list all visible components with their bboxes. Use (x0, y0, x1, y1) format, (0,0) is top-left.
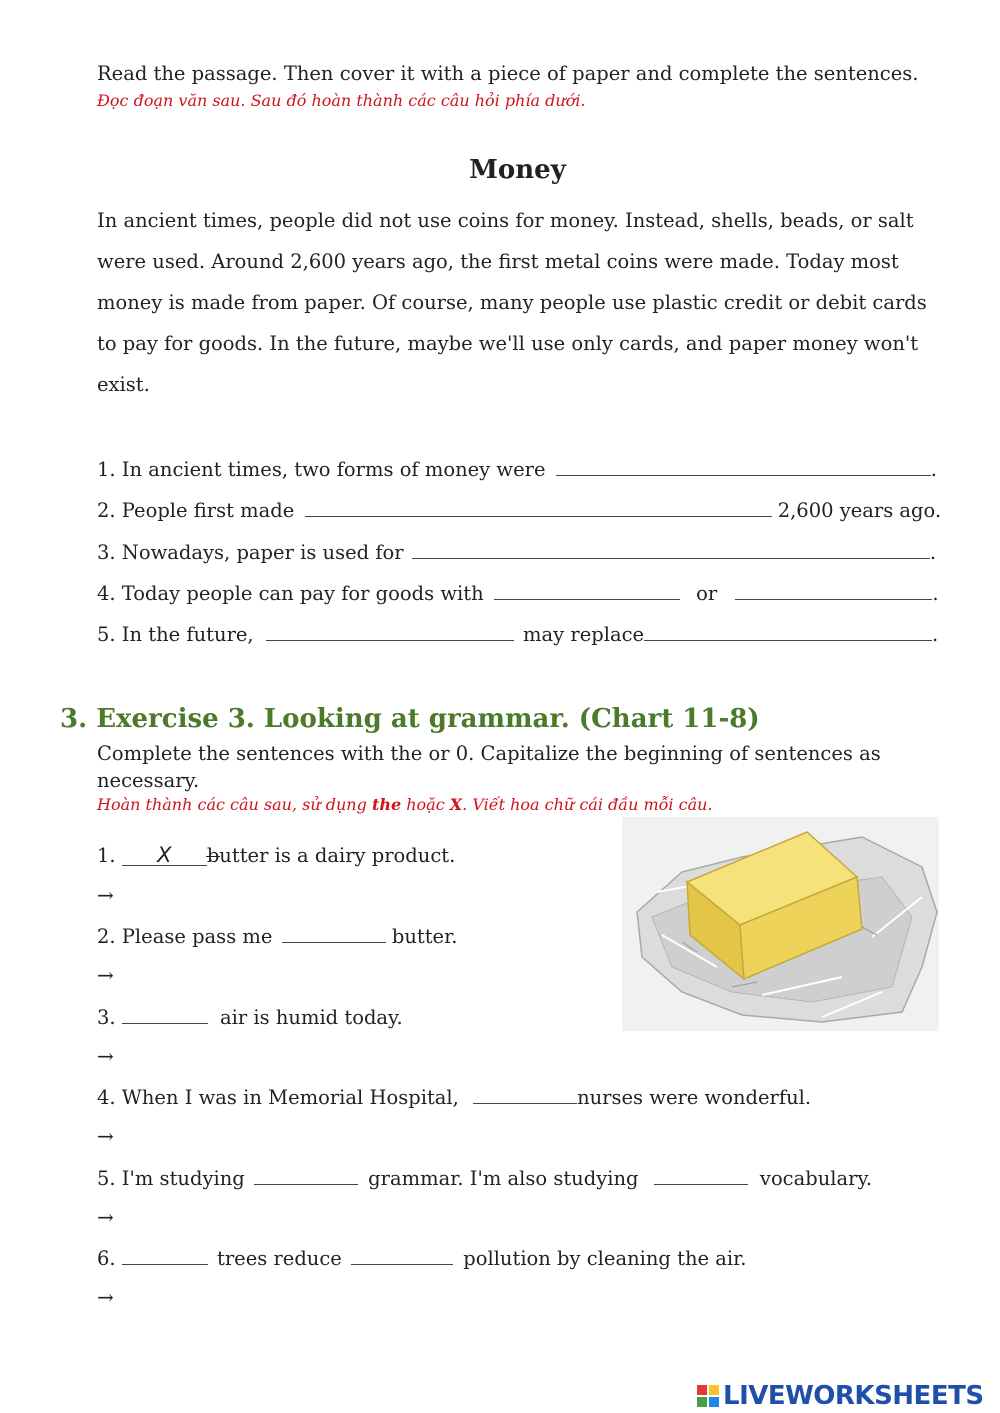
question-3 (97, 540, 936, 565)
question-4 (97, 581, 939, 606)
exercise-item-1 (97, 844, 455, 868)
item-text: utter is a dairy product. (219, 844, 456, 867)
liveworksheets-logo[interactable] (697, 1381, 984, 1411)
instruction-text: Read the passage. Then cover it with a piece of paper and complete the sentences. (97, 62, 919, 85)
logo-icon (697, 1385, 719, 1407)
arrow-icon: → (97, 1124, 114, 1148)
answer-blank[interactable] (122, 1005, 208, 1024)
item-text: trees reduce (217, 1247, 342, 1270)
answer-blank[interactable] (494, 581, 680, 600)
question-text: 2. People first made (97, 499, 295, 522)
instruction-text-vi: Đọc đoạn văn sau. Sau đó hoàn thành các câu hỏi phía dưới. (97, 91, 586, 110)
item-text: 5. I'm studying (97, 1167, 245, 1190)
exercise-3-instruction-vi (97, 795, 713, 815)
answer-blank[interactable] (305, 498, 772, 517)
question-end: . (930, 458, 937, 481)
question-or: or (696, 582, 718, 605)
answer-blank[interactable] (644, 622, 932, 641)
exercise-item-3 (97, 1005, 403, 1030)
question-end: . (932, 582, 939, 605)
answer-blank[interactable] (473, 1085, 577, 1104)
item-text: butter. (391, 925, 458, 948)
answer-blank[interactable] (556, 457, 931, 476)
item-text: vocabulary. (759, 1167, 873, 1190)
passage-text: In ancient times, people did not use coins for money. Instead, shells, beads, or salt were used. Around 2,600 years ago, the first metal coins were made. Today most money is made from paper. Of course, many people use plastic credit or debit cards to pay for goods. In the future, maybe we'll use only cards, and paper money won't exist. (97, 209, 927, 396)
item-text: pollution by cleaning the air. (463, 1247, 747, 1270)
exercise-item-2 (97, 924, 457, 949)
logo-square (697, 1385, 707, 1395)
question-text: 1. In ancient times, two forms of money were (97, 458, 546, 481)
instruction-vi-the: the (371, 795, 402, 814)
answer-field[interactable]: X (122, 845, 207, 866)
question-text: 4. Today people can pay for goods with (97, 582, 484, 605)
instruction-vi-part: . Viết hoa chữ cái đầu mỗi câu. (462, 795, 713, 814)
item-text: 3. (97, 1006, 116, 1029)
answer-blank[interactable] (654, 1166, 748, 1185)
exercise-item-6 (97, 1246, 747, 1271)
question-mid: may replace (523, 623, 645, 646)
passage-title: Money (469, 155, 566, 185)
answer-blank[interactable] (254, 1166, 358, 1185)
arrow-icon: → (97, 883, 114, 907)
logo-square (697, 1397, 707, 1407)
item-text: grammar. I'm also studying (368, 1167, 639, 1190)
arrow-icon: → (97, 1205, 114, 1229)
logo-square (709, 1397, 719, 1407)
answer-blank[interactable] (282, 924, 386, 943)
exercise-item-4 (97, 1085, 811, 1110)
item-text: 4. When I was in Memorial Hospital, (97, 1086, 459, 1109)
arrow-icon: → (97, 1285, 114, 1309)
arrow-icon: → (97, 1044, 114, 1068)
question-text: 3. Nowadays, paper is used for (97, 541, 404, 564)
butter-image (622, 817, 939, 1031)
instruction-vi-part: hoặc (401, 795, 450, 814)
exercise-item-5 (97, 1166, 872, 1191)
answer-blank[interactable] (412, 540, 930, 559)
item-text: nurses were wonderful. (577, 1086, 812, 1109)
instruction-vi-x: X (449, 795, 463, 814)
answer-blank[interactable] (351, 1246, 453, 1265)
question-end: . (929, 541, 937, 564)
exercise-3-heading: 3. Exercise 3. Looking at grammar. (Chart 11-8) (60, 704, 760, 734)
item-text: 6. (97, 1247, 116, 1270)
question-end: 2,600 years ago. (777, 499, 942, 522)
answer-blank[interactable] (266, 622, 514, 641)
question-5 (97, 622, 938, 647)
answer-blank[interactable] (122, 1246, 208, 1265)
item-text: 2. Please pass me (97, 925, 273, 948)
struck-letter: b (206, 844, 220, 867)
answer-blank[interactable] (735, 581, 932, 600)
exercise-3-instruction: Complete the sentences with the or 0. Capitalize the beginning of sentences as necessary. (97, 742, 881, 792)
item-number: 1. (97, 844, 116, 867)
logo-text: LIVEWORKSHEETS (723, 1381, 984, 1411)
item-text: air is humid today. (220, 1006, 403, 1029)
arrow-icon: → (97, 963, 114, 987)
logo-square (709, 1385, 719, 1395)
question-1 (97, 457, 937, 482)
question-2 (97, 498, 941, 523)
question-text: 5. In the future, (97, 623, 254, 646)
question-end: . (932, 623, 939, 646)
instruction-vi-part: Hoàn thành các câu sau, sử dụng (97, 795, 372, 814)
